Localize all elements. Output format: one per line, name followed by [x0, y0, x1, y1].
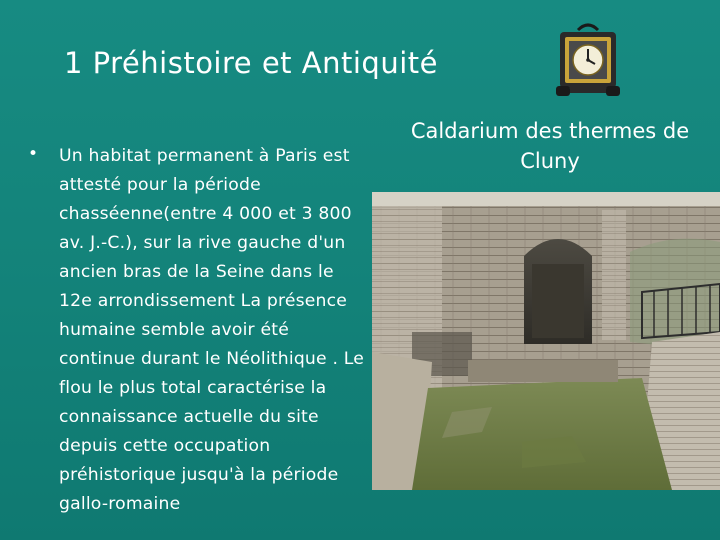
caldarium-photo — [372, 192, 720, 490]
image-caption: Caldarium des thermes de Cluny — [410, 119, 690, 173]
bullet-marker: • — [28, 144, 39, 164]
slide-title: 1 Préhistoire et Antiquité — [64, 46, 438, 80]
clock-icon — [552, 22, 624, 102]
bullet-text: Un habitat permanent à Paris est attesté pour la période chasséenne(entre 4 000 et 3 800 av. J.-C.), sur la rive gauche d'un ancien bras de la Seine dans le 12e arrondissement La présence humaine semble avoir été continue durant le Néolithique . Le flou le plus total caractérise la connaissance actuelle du site depuis cette occupation préhistorique jusqu'à la période gallo-romaine — [59, 146, 365, 514]
bullet-list — [28, 142, 368, 519]
